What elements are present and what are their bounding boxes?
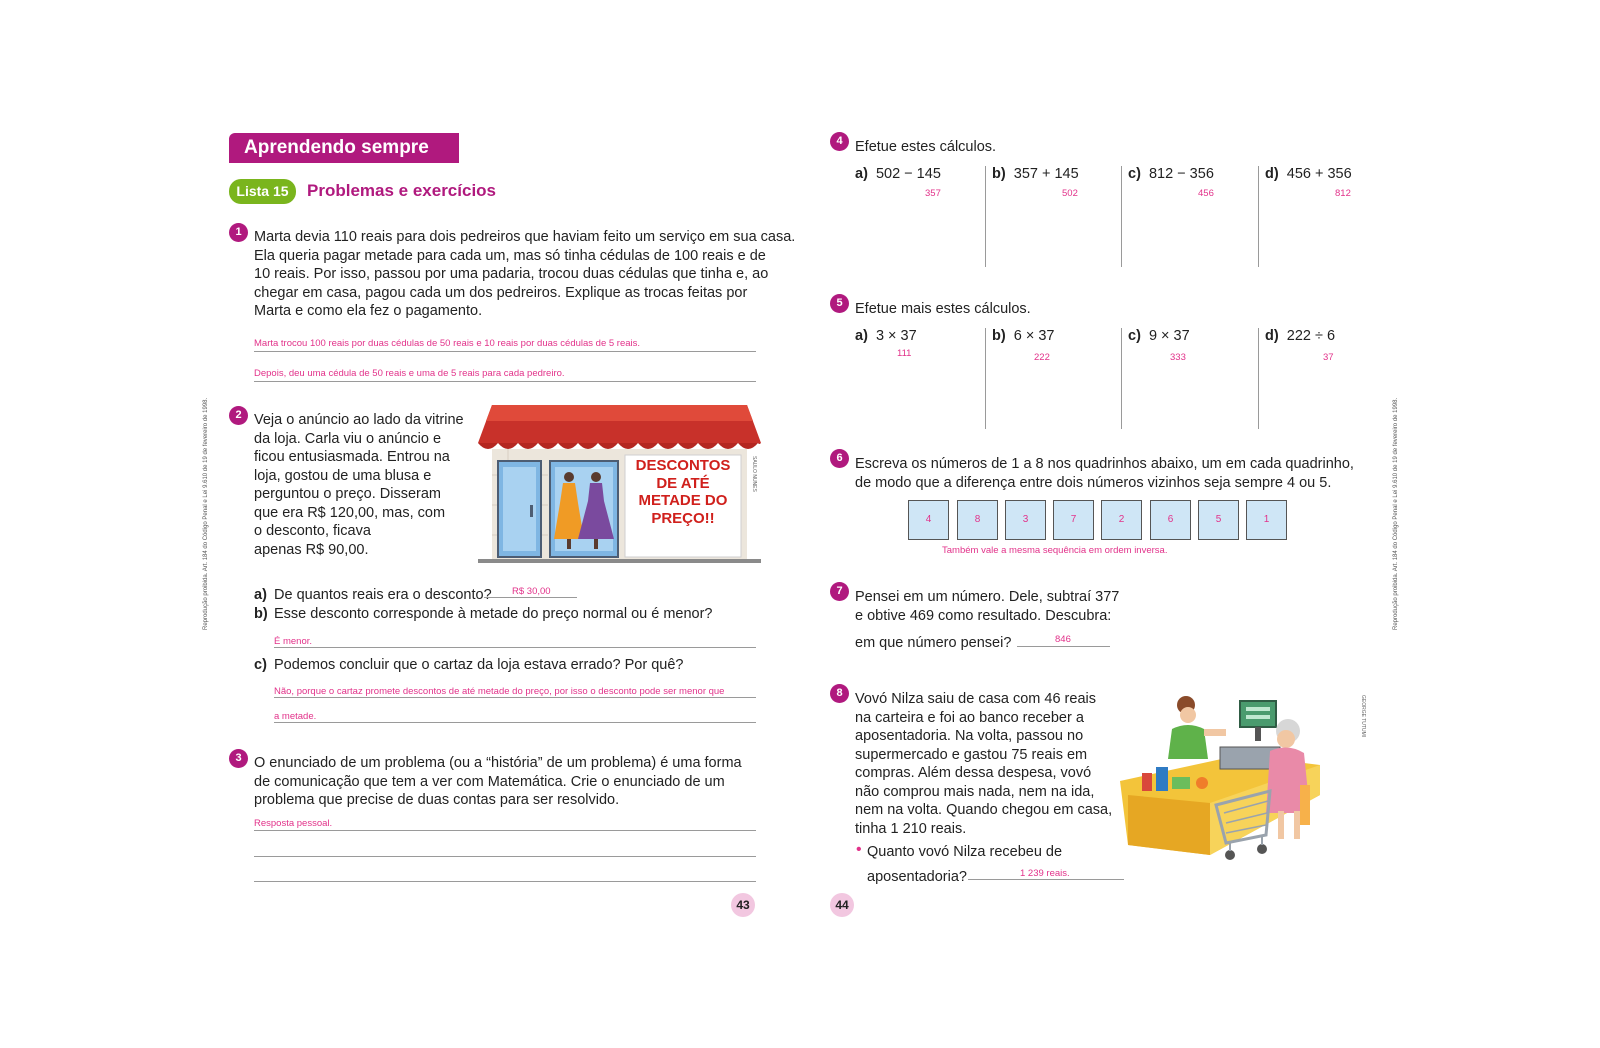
- answer-line: [274, 647, 756, 648]
- answer-text: Resposta pessoal.: [254, 818, 333, 829]
- calc-item: d) 222 ÷ 6: [1265, 328, 1336, 344]
- answer-text: R$ 30,00: [512, 586, 551, 597]
- calc-item: b) 6 × 37: [992, 328, 1055, 344]
- number-box: 2: [1101, 500, 1142, 540]
- question-7-text: Pensei em um número. Dele, subtraí 377 e obtive 469 como resultado. Descubra:: [855, 589, 1120, 624]
- answer-text: a metade.: [274, 711, 317, 722]
- calc-item: c) 812 − 356: [1128, 166, 1214, 182]
- bullet: •: [856, 841, 862, 858]
- question-1-text: Marta devia 110 reais para dois pedreiros que haviam feito um serviço em sua casa. Ela queria pagar metade para cada um, mas só tinha cédulas de 100 reais e de 10 reais. Por isso, passou por uma padaria, trocou duas cédulas que tinha e, ao chegar em casa, pagou cada um dos pedreiros. Explique as trocas feitas por Marta e como ela fez o pagamento.: [254, 229, 796, 319]
- item-label: b): [254, 606, 268, 622]
- divider: [1258, 166, 1259, 267]
- answer-line: [968, 879, 1124, 880]
- question-3-text: O enunciado de um problema (ou a “história” de um problema) é uma forma de comunicação que tem a ver com Matemática. Crie o enunciado de um problema que precise de duas contas para ser resolvido.: [254, 755, 742, 808]
- answer-text: 846: [1055, 634, 1071, 645]
- question-number: 7: [830, 582, 849, 601]
- header-banner: [229, 133, 459, 163]
- divider: [1258, 328, 1259, 429]
- answer-line: [254, 881, 756, 882]
- answer-line: [254, 856, 756, 857]
- question-8-prompt: aposentadoria?: [867, 869, 967, 885]
- calc-item: d) 456 + 356: [1265, 166, 1352, 182]
- calc-answer: 333: [1170, 352, 1186, 363]
- number-box: 1: [1246, 500, 1287, 540]
- answer-line: [274, 722, 756, 723]
- answer-text: Não, porque o cartaz promete descontos de até metade do preço, por isso o desconto pode ser menor que: [274, 686, 725, 697]
- number-box: 4: [908, 500, 949, 540]
- question-number: 2: [229, 406, 248, 425]
- list-title: Problemas e exercícios: [307, 181, 497, 200]
- number-box: 3: [1005, 500, 1046, 540]
- list-badge: Lista 15: [229, 179, 296, 204]
- question-6-text: Escreva os números de 1 a 8 nos quadrinhos abaixo, um em cada quadrinho, de modo que a diferença entre dois números vizinhos seja sempre 4 ou 5.: [855, 456, 1354, 491]
- answer-note: Também vale a mesma sequência em ordem inversa.: [942, 545, 1168, 556]
- answer-line: [254, 351, 756, 352]
- answer-text: É menor.: [274, 636, 313, 647]
- question-number: 5: [830, 294, 849, 313]
- item-label: c): [254, 657, 267, 673]
- divider: [985, 166, 986, 267]
- calc-answer: 812: [1335, 188, 1351, 199]
- item-text: De quantos reais era o desconto?: [274, 587, 492, 603]
- calc-item: b) 357 + 145: [992, 166, 1079, 182]
- question-5-title: Efetue mais estes cálculos.: [855, 301, 1031, 317]
- divider: [1121, 328, 1122, 429]
- divider: [985, 328, 986, 429]
- page-number: 43: [731, 893, 755, 917]
- answer-text: Depois, deu uma cédula de 50 reais e uma de 5 reais para cada pedreiro.: [254, 368, 565, 379]
- answer-line: [1017, 646, 1110, 647]
- item-label: a): [254, 587, 267, 603]
- question-number: 3: [229, 749, 248, 768]
- question-4-title: Efetue estes cálculos.: [855, 139, 997, 155]
- question-number: 6: [830, 449, 849, 468]
- question-2-text: Veja o anúncio ao lado da vitrine da loja. Carla viu o anúncio e ficou entusiasmada. Entrou na loja, gostou de uma blusa e perguntou o preço. Disseram que era R$ 120,00, mas, com o desconto, ficava apenas R$ 90,00.: [254, 412, 464, 558]
- divider: [1121, 166, 1122, 267]
- calc-item: c) 9 × 37: [1128, 328, 1190, 344]
- supermarket-illustration: [1120, 695, 1360, 885]
- item-text: Podemos concluir que o cartaz da loja estava errado? Por quê?: [274, 657, 684, 673]
- answer-line: [254, 381, 756, 382]
- question-number: 8: [830, 684, 849, 703]
- answer-text: Marta trocou 100 reais por duas cédulas de 50 reais e 10 reais por duas cédulas de 5 reais.: [254, 338, 641, 349]
- copyright-note: Reprodução proibida. Art. 184 do Código Penal e Lei 9.610 de 19 de fevereiro de 1998.: [203, 397, 209, 630]
- image-credit: GEORGE TUTUMI: [1360, 695, 1366, 738]
- store-sign: DESCONTOS DE ATÉ METADE DO PREÇO!!: [635, 457, 731, 527]
- calc-answer: 222: [1034, 352, 1050, 363]
- storefront-illustration: [478, 405, 761, 565]
- calc-answer: 456: [1198, 188, 1214, 199]
- number-box: 5: [1198, 500, 1239, 540]
- page-number: 44: [830, 893, 854, 917]
- question-8-text: Vovó Nilza saiu de casa com 46 reais na carteira e foi ao banco receber a aposentadoria. Na volta, passou no supermercado e gastou 75 reais em compras. Além dessa despesa, vovó não comprou mais nada, nem na ida, nem na volta. Quando chegou em casa, tinha 1 210 reais.: [855, 691, 1113, 837]
- calc-answer: 357: [925, 188, 941, 199]
- question-number: 1: [229, 223, 248, 242]
- calc-answer: 37: [1323, 352, 1334, 363]
- calc-answer: 111: [897, 348, 912, 359]
- item-text: Esse desconto corresponde à metade do preço normal ou é menor?: [274, 606, 713, 622]
- answer-line: [484, 597, 577, 598]
- calc-item: a) 3 × 37: [855, 328, 917, 344]
- answer-text: 1 239 reais.: [1020, 868, 1070, 879]
- question-7-prompt: em que número pensei?: [855, 635, 1012, 651]
- header-title: Aprendendo sempre: [244, 137, 429, 158]
- number-box: 6: [1150, 500, 1191, 540]
- question-8-prompt: Quanto vovó Nilza recebeu de: [867, 844, 1063, 860]
- number-box: 8: [957, 500, 998, 540]
- image-credit: SAULO NUNES: [751, 456, 757, 492]
- calc-answer: 502: [1062, 188, 1078, 199]
- answer-line: [274, 697, 756, 698]
- copyright-note: Reprodução proibida. Art. 184 do Código Penal e Lei 9.610 de 19 de fevereiro de 1998.: [1393, 397, 1399, 630]
- calc-item: a) 502 − 145: [855, 166, 941, 182]
- answer-line: [254, 830, 756, 831]
- question-number: 4: [830, 132, 849, 151]
- number-box: 7: [1053, 500, 1094, 540]
